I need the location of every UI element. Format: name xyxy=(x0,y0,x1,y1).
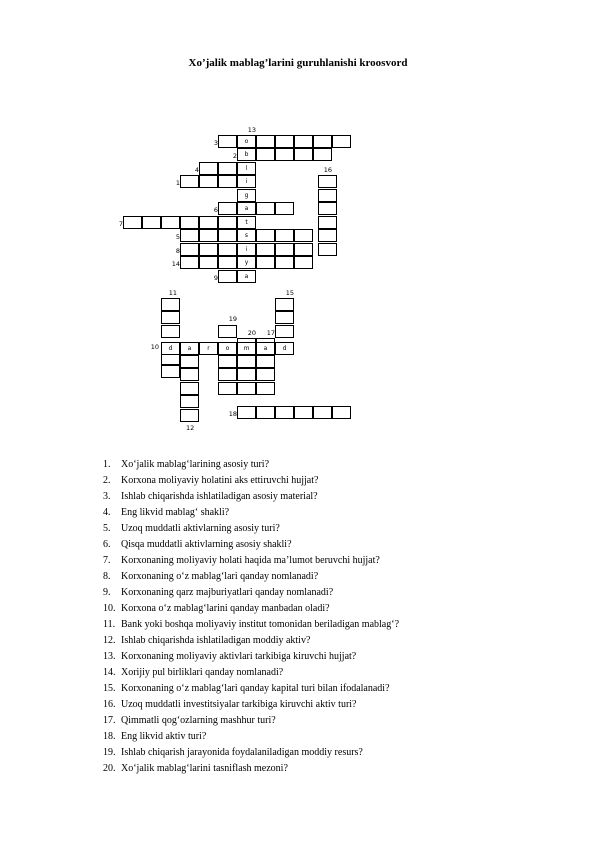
clue-number-15: 15 xyxy=(285,289,294,297)
crossword-cell[interactable] xyxy=(313,135,332,148)
clue-number-19: 19 xyxy=(228,315,237,323)
crossword-cell[interactable] xyxy=(161,325,180,338)
crossword-cell[interactable]: a xyxy=(237,202,256,215)
crossword-cell[interactable] xyxy=(161,298,180,311)
crossword-cell[interactable] xyxy=(237,406,256,419)
question-number: 17. xyxy=(103,715,116,726)
question-text: Uzoq muddatli aktivlarning asosiy turi? xyxy=(121,523,280,534)
crossword-cell[interactable] xyxy=(275,325,294,338)
crossword-cell[interactable] xyxy=(256,368,275,381)
question-item xyxy=(103,537,399,553)
question-item xyxy=(103,457,399,473)
crossword-cell[interactable]: o xyxy=(237,135,256,148)
question-item xyxy=(103,473,399,489)
crossword-cell[interactable]: l xyxy=(237,162,256,175)
crossword-cell[interactable] xyxy=(294,256,313,269)
question-number: 4. xyxy=(103,507,111,518)
crossword-cell[interactable]: m xyxy=(237,342,256,355)
question-text: Ishlab chiqarish jarayonida foydalaniladigan moddiy resurs? xyxy=(121,747,363,758)
crossword-cell[interactable] xyxy=(275,202,294,215)
question-text: Xo‘jalik mablag‘larining asosiy turi? xyxy=(121,459,270,470)
crossword-cell[interactable] xyxy=(332,406,351,419)
question-item xyxy=(103,681,399,697)
question-item xyxy=(103,633,399,649)
crossword-cell[interactable] xyxy=(318,175,337,188)
question-number: 18. xyxy=(103,731,116,742)
crossword-cell[interactable] xyxy=(218,175,237,188)
crossword-cell[interactable] xyxy=(180,368,199,381)
crossword-cell[interactable] xyxy=(180,229,199,242)
question-number: 15. xyxy=(103,683,116,694)
question-item xyxy=(103,585,399,601)
clue-number-7: 7 xyxy=(118,220,123,228)
crossword-cell[interactable] xyxy=(318,202,337,215)
question-number: 5. xyxy=(103,523,111,534)
question-number: 3. xyxy=(103,491,111,502)
question-text: Eng likvid mablag‘ shakli? xyxy=(121,507,230,518)
crossword-cell[interactable]: r xyxy=(199,342,218,355)
question-number: 6. xyxy=(103,539,111,550)
question-item xyxy=(103,601,399,617)
clue-number-18: 18 xyxy=(228,410,237,418)
crossword-cell[interactable] xyxy=(180,409,199,422)
question-item xyxy=(103,649,399,665)
crossword-cell[interactable]: a xyxy=(180,342,199,355)
question-text: Qimmatli qog‘ozlarning mashhur turi? xyxy=(121,715,276,726)
question-text: Korxona o‘z mablag‘larini qanday manbadan oladi? xyxy=(121,603,330,614)
crossword-cell[interactable] xyxy=(332,135,351,148)
question-item xyxy=(103,569,399,585)
question-number: 1. xyxy=(103,459,111,470)
crossword-cell[interactable] xyxy=(123,216,142,229)
crossword-cell[interactable] xyxy=(218,382,237,395)
crossword-cell[interactable]: g xyxy=(237,189,256,202)
crossword-cell[interactable]: y xyxy=(237,256,256,269)
clue-number-12: 12 xyxy=(186,424,195,432)
question-text: Korxonaning o‘z mablag‘lari qanday kapital turi bilan ifodalanadi? xyxy=(121,683,390,694)
page-title: Xo’jalik mablag’larini guruhlanishi kroosvord xyxy=(188,57,408,69)
question-number: 14. xyxy=(103,667,116,678)
crossword-cell[interactable] xyxy=(256,202,275,215)
crossword-cell[interactable]: d xyxy=(161,342,180,355)
question-item xyxy=(103,729,399,745)
question-number: 9. xyxy=(103,587,111,598)
question-text: Xorijiy pul birliklari qanday nomlanadi? xyxy=(121,667,284,678)
crossword-cell[interactable] xyxy=(256,135,275,148)
question-number: 2. xyxy=(103,475,111,486)
crossword-cell[interactable] xyxy=(294,148,313,161)
crossword-cell[interactable] xyxy=(275,311,294,324)
clue-number-3: 3 xyxy=(213,139,218,147)
crossword-cell[interactable] xyxy=(318,243,337,256)
question-number: 10. xyxy=(103,603,116,614)
question-text: Korxonaning moliyaviy holati haqida ma’lumot beruvchi hujjat? xyxy=(121,555,380,566)
crossword-cell[interactable] xyxy=(275,243,294,256)
questions-list xyxy=(103,457,399,777)
clue-number-13: 13 xyxy=(247,126,256,134)
question-item xyxy=(103,745,399,761)
clue-number-1: 1 xyxy=(175,179,180,187)
crossword-cell[interactable] xyxy=(218,162,237,175)
question-number: 20. xyxy=(103,763,116,774)
clue-number-6: 6 xyxy=(213,206,218,214)
crossword-cell[interactable] xyxy=(218,243,237,256)
crossword-cell[interactable] xyxy=(294,406,313,419)
crossword-cell[interactable] xyxy=(318,216,337,229)
crossword-cell[interactable] xyxy=(180,216,199,229)
crossword-cell[interactable] xyxy=(218,229,237,242)
question-number: 8. xyxy=(103,571,111,582)
crossword-cell[interactable] xyxy=(180,382,199,395)
question-text: Uzoq muddatli investitsiyalar tarkibiga kiruvchi aktiv turi? xyxy=(121,699,357,710)
crossword-cell[interactable]: a xyxy=(237,270,256,283)
question-number: 7. xyxy=(103,555,111,566)
crossword-cell[interactable] xyxy=(161,311,180,324)
crossword-cell[interactable] xyxy=(180,395,199,408)
crossword-cell[interactable] xyxy=(256,256,275,269)
crossword-cell[interactable] xyxy=(256,355,275,368)
crossword-cell[interactable] xyxy=(256,382,275,395)
crossword-cell[interactable] xyxy=(256,148,275,161)
crossword-cell[interactable] xyxy=(180,243,199,256)
crossword-cell[interactable] xyxy=(313,148,332,161)
question-text: Bank yoki boshqa moliyaviy institut tomonidan beriladigan mablag‘? xyxy=(121,619,400,630)
question-text: Korxonaning qarz majburiyatlari qanday nomlanadi? xyxy=(121,587,334,598)
crossword-cell[interactable] xyxy=(199,229,218,242)
clue-number-2: 2 xyxy=(232,152,237,160)
crossword-cell[interactable] xyxy=(199,216,218,229)
clue-number-4: 4 xyxy=(194,166,199,174)
crossword-cell[interactable]: t xyxy=(237,216,256,229)
question-item xyxy=(103,665,399,681)
question-item xyxy=(103,697,399,713)
question-number: 11. xyxy=(103,619,116,630)
crossword-cell[interactable] xyxy=(313,406,332,419)
crossword-cell[interactable] xyxy=(237,382,256,395)
crossword-cell[interactable] xyxy=(275,229,294,242)
crossword-cell[interactable] xyxy=(199,175,218,188)
crossword-cell[interactable] xyxy=(237,368,256,381)
crossword-cell[interactable] xyxy=(180,175,199,188)
question-text: Qisqa muddatli aktivlarning asosiy shakli? xyxy=(121,539,292,550)
question-number: 12. xyxy=(103,635,116,646)
crossword-cell[interactable]: a xyxy=(256,342,275,355)
question-text: Ishlab chiqarishda ishlatiladigan asosiy material? xyxy=(121,491,318,502)
question-item xyxy=(103,761,399,777)
question-item xyxy=(103,489,399,505)
question-number: 19. xyxy=(103,747,116,758)
crossword-cell[interactable] xyxy=(256,406,275,419)
crossword-cell[interactable] xyxy=(161,216,180,229)
question-number: 13. xyxy=(103,651,116,662)
crossword-cell[interactable] xyxy=(199,162,218,175)
question-text: Korxonaning moliyaviy aktivlari tarkibiga kiruvchi hujjat? xyxy=(121,651,357,662)
clue-number-9: 9 xyxy=(213,274,218,282)
crossword-cell[interactable] xyxy=(218,256,237,269)
question-text: Ishlab chiqarishda ishlatiladigan moddiy aktiv? xyxy=(121,635,311,646)
crossword-cell[interactable] xyxy=(142,216,161,229)
clue-number-16: 16 xyxy=(323,166,332,174)
clue-number-11: 11 xyxy=(168,289,177,297)
crossword-cell[interactable] xyxy=(199,243,218,256)
clue-number-8: 8 xyxy=(175,247,180,255)
question-number: 16. xyxy=(103,699,116,710)
question-item xyxy=(103,521,399,537)
crossword-cell[interactable] xyxy=(275,406,294,419)
question-text: Korxona moliyaviy holatini aks ettiruvchi hujjat? xyxy=(121,475,319,486)
crossword-cell[interactable] xyxy=(218,216,237,229)
question-text: Eng likvid aktiv turi? xyxy=(121,731,207,742)
crossword-cell[interactable] xyxy=(161,365,180,378)
crossword-cell[interactable] xyxy=(275,148,294,161)
crossword-cell[interactable] xyxy=(294,243,313,256)
crossword-cell[interactable] xyxy=(180,355,199,368)
crossword-cell[interactable] xyxy=(275,256,294,269)
crossword-cell[interactable] xyxy=(199,256,218,269)
clue-number-20: 20 xyxy=(247,329,256,337)
question-item xyxy=(103,505,399,521)
crossword-cell[interactable] xyxy=(218,355,237,368)
crossword-cell[interactable] xyxy=(318,229,337,242)
crossword-cell[interactable]: i xyxy=(237,243,256,256)
crossword-cell[interactable]: b xyxy=(237,148,256,161)
crossword-cell[interactable] xyxy=(256,229,275,242)
crossword-cell[interactable] xyxy=(294,135,313,148)
crossword-cell[interactable]: s xyxy=(237,229,256,242)
clue-number-14: 14 xyxy=(171,260,180,268)
question-text: Korxonaning o‘z mablag‘lari qanday nomlanadi? xyxy=(121,571,319,582)
crossword-cell[interactable] xyxy=(294,229,313,242)
clue-number-17: 17 xyxy=(266,329,275,337)
crossword-cell[interactable]: d xyxy=(275,342,294,355)
question-item xyxy=(103,713,399,729)
crossword-cell[interactable]: i xyxy=(237,175,256,188)
crossword-cell[interactable] xyxy=(275,135,294,148)
crossword-cell[interactable] xyxy=(237,355,256,368)
question-item xyxy=(103,553,399,569)
crossword-cell[interactable] xyxy=(218,202,237,215)
crossword-cell[interactable] xyxy=(218,270,237,283)
crossword-cell[interactable] xyxy=(318,189,337,202)
crossword-cell[interactable] xyxy=(256,243,275,256)
crossword-cell[interactable] xyxy=(180,256,199,269)
question-item xyxy=(103,617,399,633)
clue-number-10: 10 xyxy=(150,343,159,351)
crossword-cell[interactable] xyxy=(218,135,237,148)
question-text: Xo‘jalik mablag‘larini tasniflash mezoni? xyxy=(121,763,288,774)
crossword-cell[interactable] xyxy=(218,325,237,338)
crossword-cell[interactable] xyxy=(218,368,237,381)
crossword-cell[interactable] xyxy=(275,298,294,311)
crossword-cell[interactable]: o xyxy=(218,342,237,355)
clue-number-5: 5 xyxy=(175,233,180,241)
